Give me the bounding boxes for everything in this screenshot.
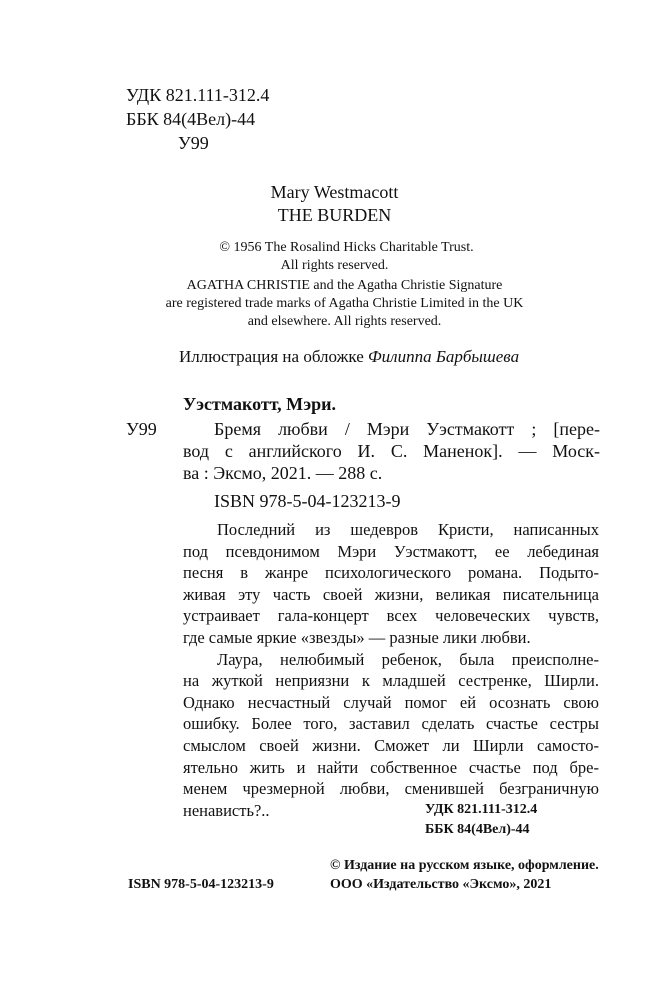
annotation-p2-line: Лаура, нелюбимый ребенок, была преисполне- [217, 649, 599, 669]
annotation-p1-line: где самые яркие «звезды» — разные лики любви. [183, 627, 531, 647]
publisher-copyright-line-2: ООО «Издательство «Эксмо», 2021 [330, 877, 552, 892]
illustration-label: Иллюстрация на обложке [179, 347, 368, 366]
trademark-line-3: and elsewhere. All rights reserved. [247, 314, 442, 329]
publisher-copyright-line-1: © Издание на русском языке, оформление. [330, 858, 599, 873]
isbn-footer: ISBN 978-5-04-123213-9 [128, 877, 274, 892]
annotation-p1-line: под псевдонимом Мэри Уэстмакотт, ее лебединая [183, 541, 599, 561]
catalog-line-2: вод с английского И. С. Маненок]. — Моск- [183, 441, 600, 461]
annotation-p2-line: ненависть?.. [183, 800, 270, 820]
bbk-code: ББК 84(4Вел)-44 [126, 109, 256, 129]
annotation-p2-line: Однако несчастный случай помог ей осознать свою [183, 692, 599, 712]
annotation [183, 519, 599, 821]
original-author: Mary Westmacott [270, 182, 399, 202]
annotation-p2-line: ятельно жить и найти собственное счастье под бре- [183, 757, 599, 777]
annotation-p2-line: смыслом своей жизни. Сможет ли Ширли самосто- [183, 735, 599, 755]
udk-code: УДК 821.111-312.4 [126, 85, 270, 105]
illustration-artist: Филиппа Барбышева [368, 347, 520, 366]
footer-udk-code: УДК 821.111-312.4 [425, 802, 538, 817]
trademark-line-1: AGATHA CHRISTIE and the Agatha Christie Signature [186, 278, 503, 293]
illustration-credit [179, 346, 519, 368]
annotation-p1-line: Последний из шедевров Кристи, написанных [217, 520, 599, 539]
trademark-line-2: are registered trade marks of Agatha Christie Limited in the UK [165, 296, 524, 311]
annotation-p1-line: живая эту часть своей жизни, великая писательница [183, 584, 599, 604]
footer-bbk-code: ББК 84(4Вел)-44 [425, 822, 530, 837]
annotation-p2-line: на жуткой неприязни к младшей сестренке, Ширли. [183, 671, 599, 691]
annotation-p2-line: ошибку. Более того, заставил сделать счастье сестры [183, 714, 599, 734]
annotation-p1-line: устраивает гала-концерт всех человеческих чувств, [183, 606, 599, 626]
catalog-sign: У99 [126, 419, 157, 439]
rights-notice: All rights reserved. [280, 258, 389, 273]
author-sign-code: У99 [178, 133, 209, 153]
copyright-notice: © 1956 The Rosalind Hicks Charitable Trust. [219, 240, 474, 255]
catalog-line-3: ва : Эксмо, 2021. — 288 с. [183, 463, 383, 483]
annotation-p1-line: песня в жанре психологического романа. Подыто- [183, 563, 599, 583]
catalog-line-1: Бремя любви / Мэри Уэстмакотт ; [пере- [214, 419, 600, 439]
original-title: THE BURDEN [277, 205, 392, 225]
catalog-heading: Уэстмакотт, Мэри. [183, 394, 337, 414]
annotation-p2-line: менем чрезмерной любви, сменившей безграничную [183, 779, 599, 799]
isbn-main: ISBN 978-5-04-123213-9 [214, 491, 401, 511]
